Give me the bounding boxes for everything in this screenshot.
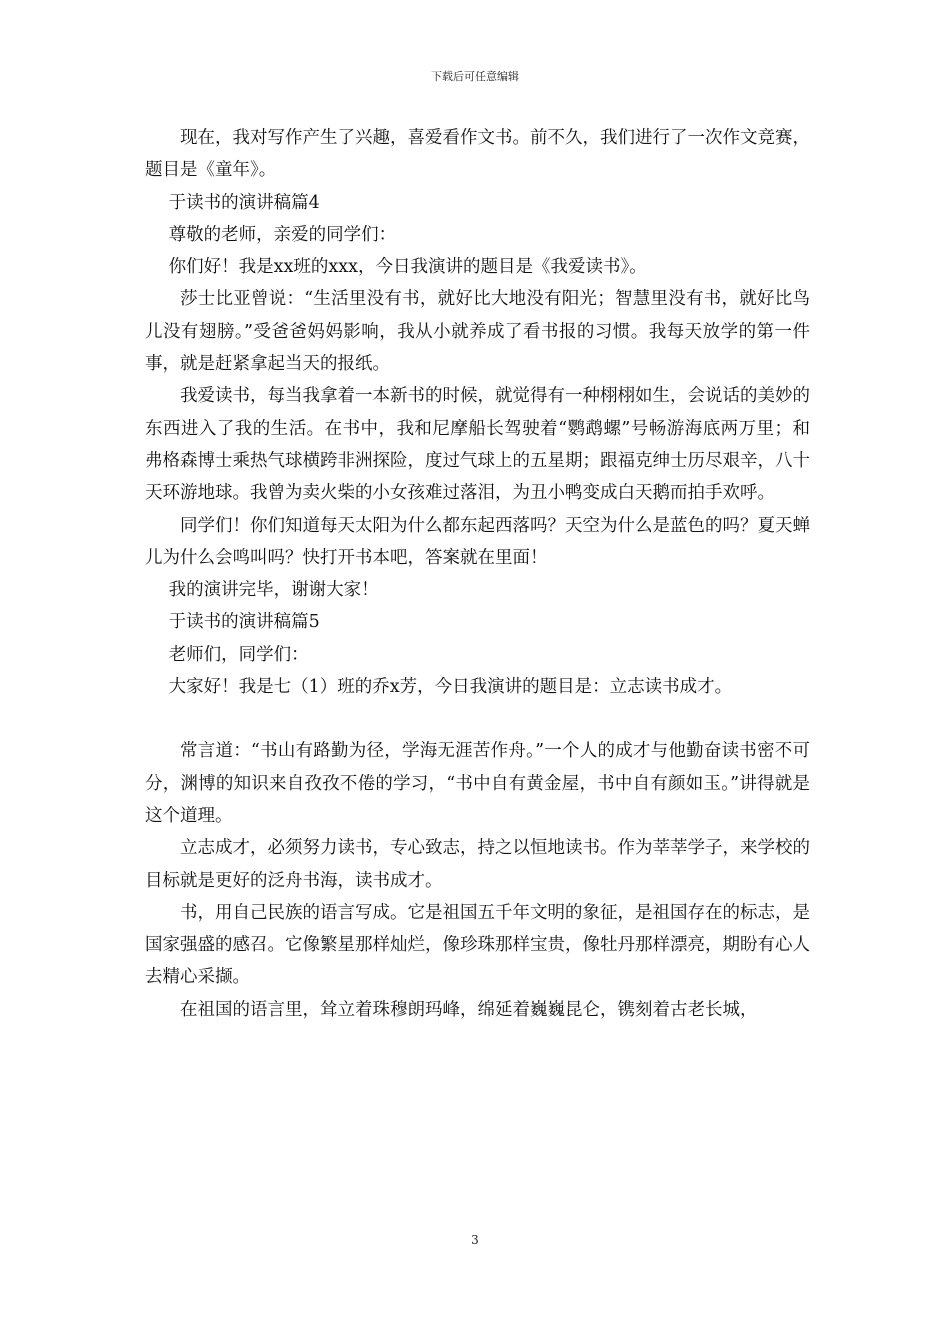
salutation: 老师们，同学们：	[168, 644, 309, 665]
paragraph: 莎士比亚曾说：“生活里没有书，就好比大地没有阳光；智慧里没有书，就好比鸟儿没有翅膀。”受爸爸妈妈影响，我从小就养成了看书报的习惯。我每天放学的第一件事，就是赶紧拿起当天的报纸。	[145, 289, 810, 375]
paragraph: 在祖国的语言里，耸立着珠穆朗玛峰，绵延着巍巍昆仑，镌刻着古老长城，	[180, 999, 758, 1020]
paragraph: 同学们！你们知道每天太阳为什么都东起西落吗？天空为什么是蓝色的吗？夏天蝉儿为什么会鸣叫吗？快打开书本吧，答案就在里面！	[145, 515, 810, 568]
page-header: 下载后可任意编辑	[431, 70, 519, 83]
salutation: 尊敬的老师，亲爱的同学们：	[168, 224, 397, 245]
paragraph: 你们好！我是xx班的xxx，今日我演讲的题目是《我爱读书》。	[168, 257, 647, 278]
paragraph: 立志成才，必须努力读书，专心致志，持之以恒地读书。作为莘莘学子，来学校的目标就是更好的泛舟书海，读书成才。	[145, 838, 810, 891]
paragraph: 我爱读书，每当我拿着一本新书的时候，就觉得有一种栩栩如生，会说话的美妙的东西进入了我的生活。在书中，我和尼摩船长驾驶着“鹦鹉螺”号畅游海底两万里；和弗格森博士乘热气球横跨非洲探险，度过气球上的五星期；跟福克绅士历尽艰辛，八十天环游地球。我曾为卖火柴的小女孩难过落泪，为丑小鸭变成白天鹅而拍手欢呼。	[145, 386, 810, 504]
section-heading: 于读书的演讲稿篇5	[168, 612, 320, 633]
page-number: 3	[471, 1233, 479, 1247]
paragraph: 大家好！我是七（1）班的乔x芳，今日我演讲的题目是：立志读书成才。	[168, 677, 733, 698]
section-heading: 于读书的演讲稿篇4	[168, 192, 320, 213]
paragraph: 书，用自己民族的语言写成。它是祖国五千年文明的象征，是祖国存在的标志，是国家强盛的感召。它像繁星那样灿烂，像珍珠那样宝贵，像牡丹那样漂亮，期盼有心人去精心采撷。	[145, 902, 810, 988]
document-body	[145, 122, 810, 1026]
blank-line	[145, 703, 810, 735]
paragraph: 常言道：“书山有路勤为径，学海无涯苦作舟。”一个人的成才与他勤奋读书密不可分，渊博的知识来自孜孜不倦的学习，“书中自有黄金屋，书中自有颜如玉。”讲得就是这个道理。	[145, 741, 810, 826]
paragraph: 我的演讲完毕，谢谢大家！	[168, 580, 379, 601]
paragraph: 现在，我对写作产生了兴趣，喜爱看作文书。前不久，我们进行了一次作文竞赛，题目是《童年》。	[145, 128, 810, 181]
